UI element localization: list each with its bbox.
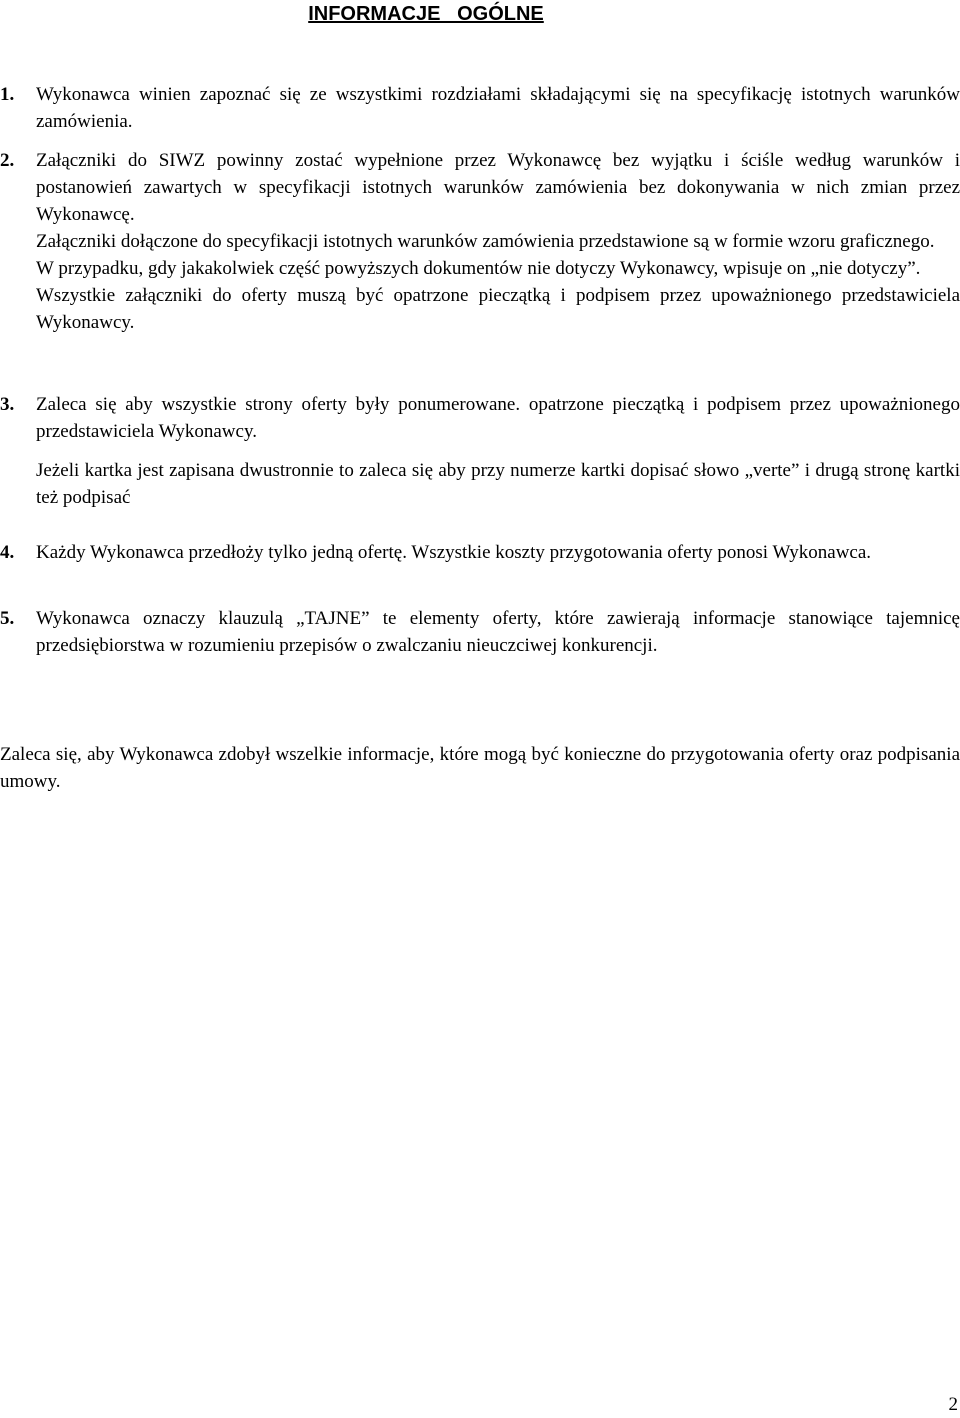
paragraph: Załączniki dołączone do specyfikacji istotnych warunków zamówienia przedstawione są w formie wzoru graficznego. [36, 231, 935, 252]
paragraph: Załączniki do SIWZ powinny zostać wypełnione przez Wykonawcę bez wyjątku i ściśle według warunków i postanowień zawartych w specyfikacji istotnych warunków zamówienia bez dokonywania w nich zmian przez Wykonawcę. [36, 150, 960, 225]
list-item-1 [0, 81, 960, 135]
page-heading: INFORMACJE OGÓLNE [308, 3, 544, 25]
list-item-number: 3. [0, 394, 15, 415]
paragraph: Wykonawca winien zapoznać się ze wszystkimi rozdziałami składającymi się na specyfikację istotnych warunków zamówienia. [36, 84, 960, 132]
paragraph: Wszystkie załączniki do oferty muszą być opatrzone pieczątką i podpisem przez upoważnionego przedstawiciela Wykonawcy. [36, 285, 960, 333]
paragraph: Zaleca się aby wszystkie strony oferty były ponumerowane. opatrzone pieczątką i podpisem przez upoważnionego przedstawiciela Wykonawcy. [36, 394, 960, 442]
paragraph: Jeżeli kartka jest zapisana dwustronnie to zaleca się aby przy numerze kartki dopisać słowo „verte” i drugą stronę kartki też podpisać [36, 460, 960, 508]
paragraph: Każdy Wykonawca przedłoży tylko jedną ofertę. Wszystkie koszty przygotowania oferty ponosi Wykonawca. [36, 542, 872, 563]
list-item-2 [0, 147, 960, 336]
list-item-number: 5. [0, 608, 15, 629]
paragraph: W przypadku, gdy jakakolwiek część powyższych dokumentów nie dotyczy Wykonawcy, wpisuje on „nie dotyczy”. [36, 258, 921, 279]
list-item-4 [0, 539, 960, 566]
list-item-3 [0, 391, 960, 511]
paragraph: Wykonawca oznaczy klauzulą „TAJNE” te elementy oferty, które zawierają informacje stanowiące tajemnicę przedsiębiorstwa w rozumieniu przepisów o zwalczaniu nieuczciwej konkurencji. [36, 608, 960, 656]
list-item-number: 2. [0, 150, 15, 171]
page-number: 2 [948, 1394, 958, 1415]
list-item-5 [0, 605, 960, 659]
list-item-number: 1. [0, 84, 15, 105]
list-item-number: 4. [0, 542, 15, 563]
closing-paragraph: Zaleca się, aby Wykonawca zdobył wszelkie informacje, które mogą być konieczne do przygotowania oferty oraz podpisania umowy. [0, 744, 960, 792]
